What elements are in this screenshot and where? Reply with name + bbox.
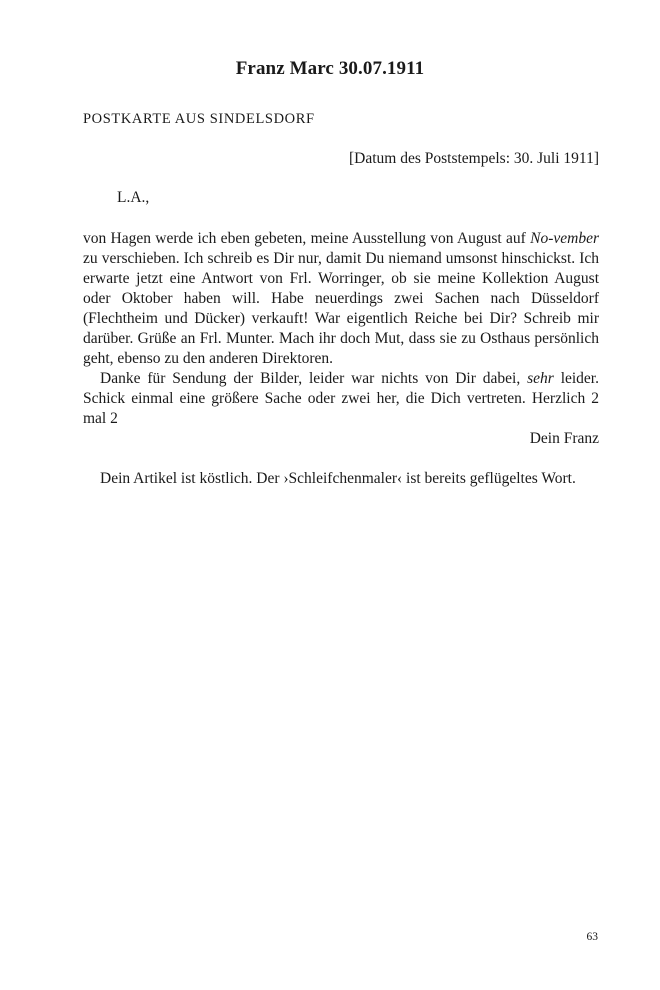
paragraph-2	[83, 369, 599, 429]
page-number: 63	[586, 931, 598, 943]
paragraph-2-text-b: leider. Schick einmal eine größere Sache oder zwei her, die Dich vertreten. Herzlich 2 mal 2	[83, 370, 599, 427]
salutation: L.A.,	[117, 189, 150, 206]
paragraph-1-text-a: von Hagen werde ich eben gebeten, meine Ausstellung von August auf	[83, 230, 531, 247]
letter-closing: Dein Franz	[529, 430, 599, 447]
paragraph-2-text-a: Danke für Sendung der Bilder, leider war nichts von Dir dabei,	[100, 370, 528, 387]
date-note: [Datum des Poststempels: 30. Juli 1911]	[349, 150, 599, 167]
postscript: Dein Artikel ist köstlich. Der ›Schleifchenmaler‹ ist bereits geflügeltes Wort.	[100, 470, 576, 487]
paragraph-2-italic: sehr	[527, 370, 554, 387]
paragraph-1	[83, 229, 599, 369]
section-heading: POSTKARTE AUS SINDELSDORF	[83, 111, 315, 127]
letter-body	[83, 229, 599, 489]
paragraph-1-italic: No-vember	[530, 230, 599, 247]
page-title: Franz Marc 30.07.1911	[235, 58, 425, 79]
paragraph-1-text-b: zu verschieben. Ich schreib es Dir nur, damit Du niemand umsonst hinschickst. Ich erwarte jetzt eine Antwort von Frl. Worringer, ob sie meine Kollektion August oder Oktober haben will. Habe neuerdings zwei Sachen nach Düsseldorf (Flechtheim und Dücker) verkauft! War eigentlich Reiche bei Dir? Schreib mir darüber. Grüße an Frl. Munter. Mach ihr doch Mut, dass sie zu Osthaus persönlich geht, ebenso zu den anderen Direktoren.	[83, 250, 599, 367]
